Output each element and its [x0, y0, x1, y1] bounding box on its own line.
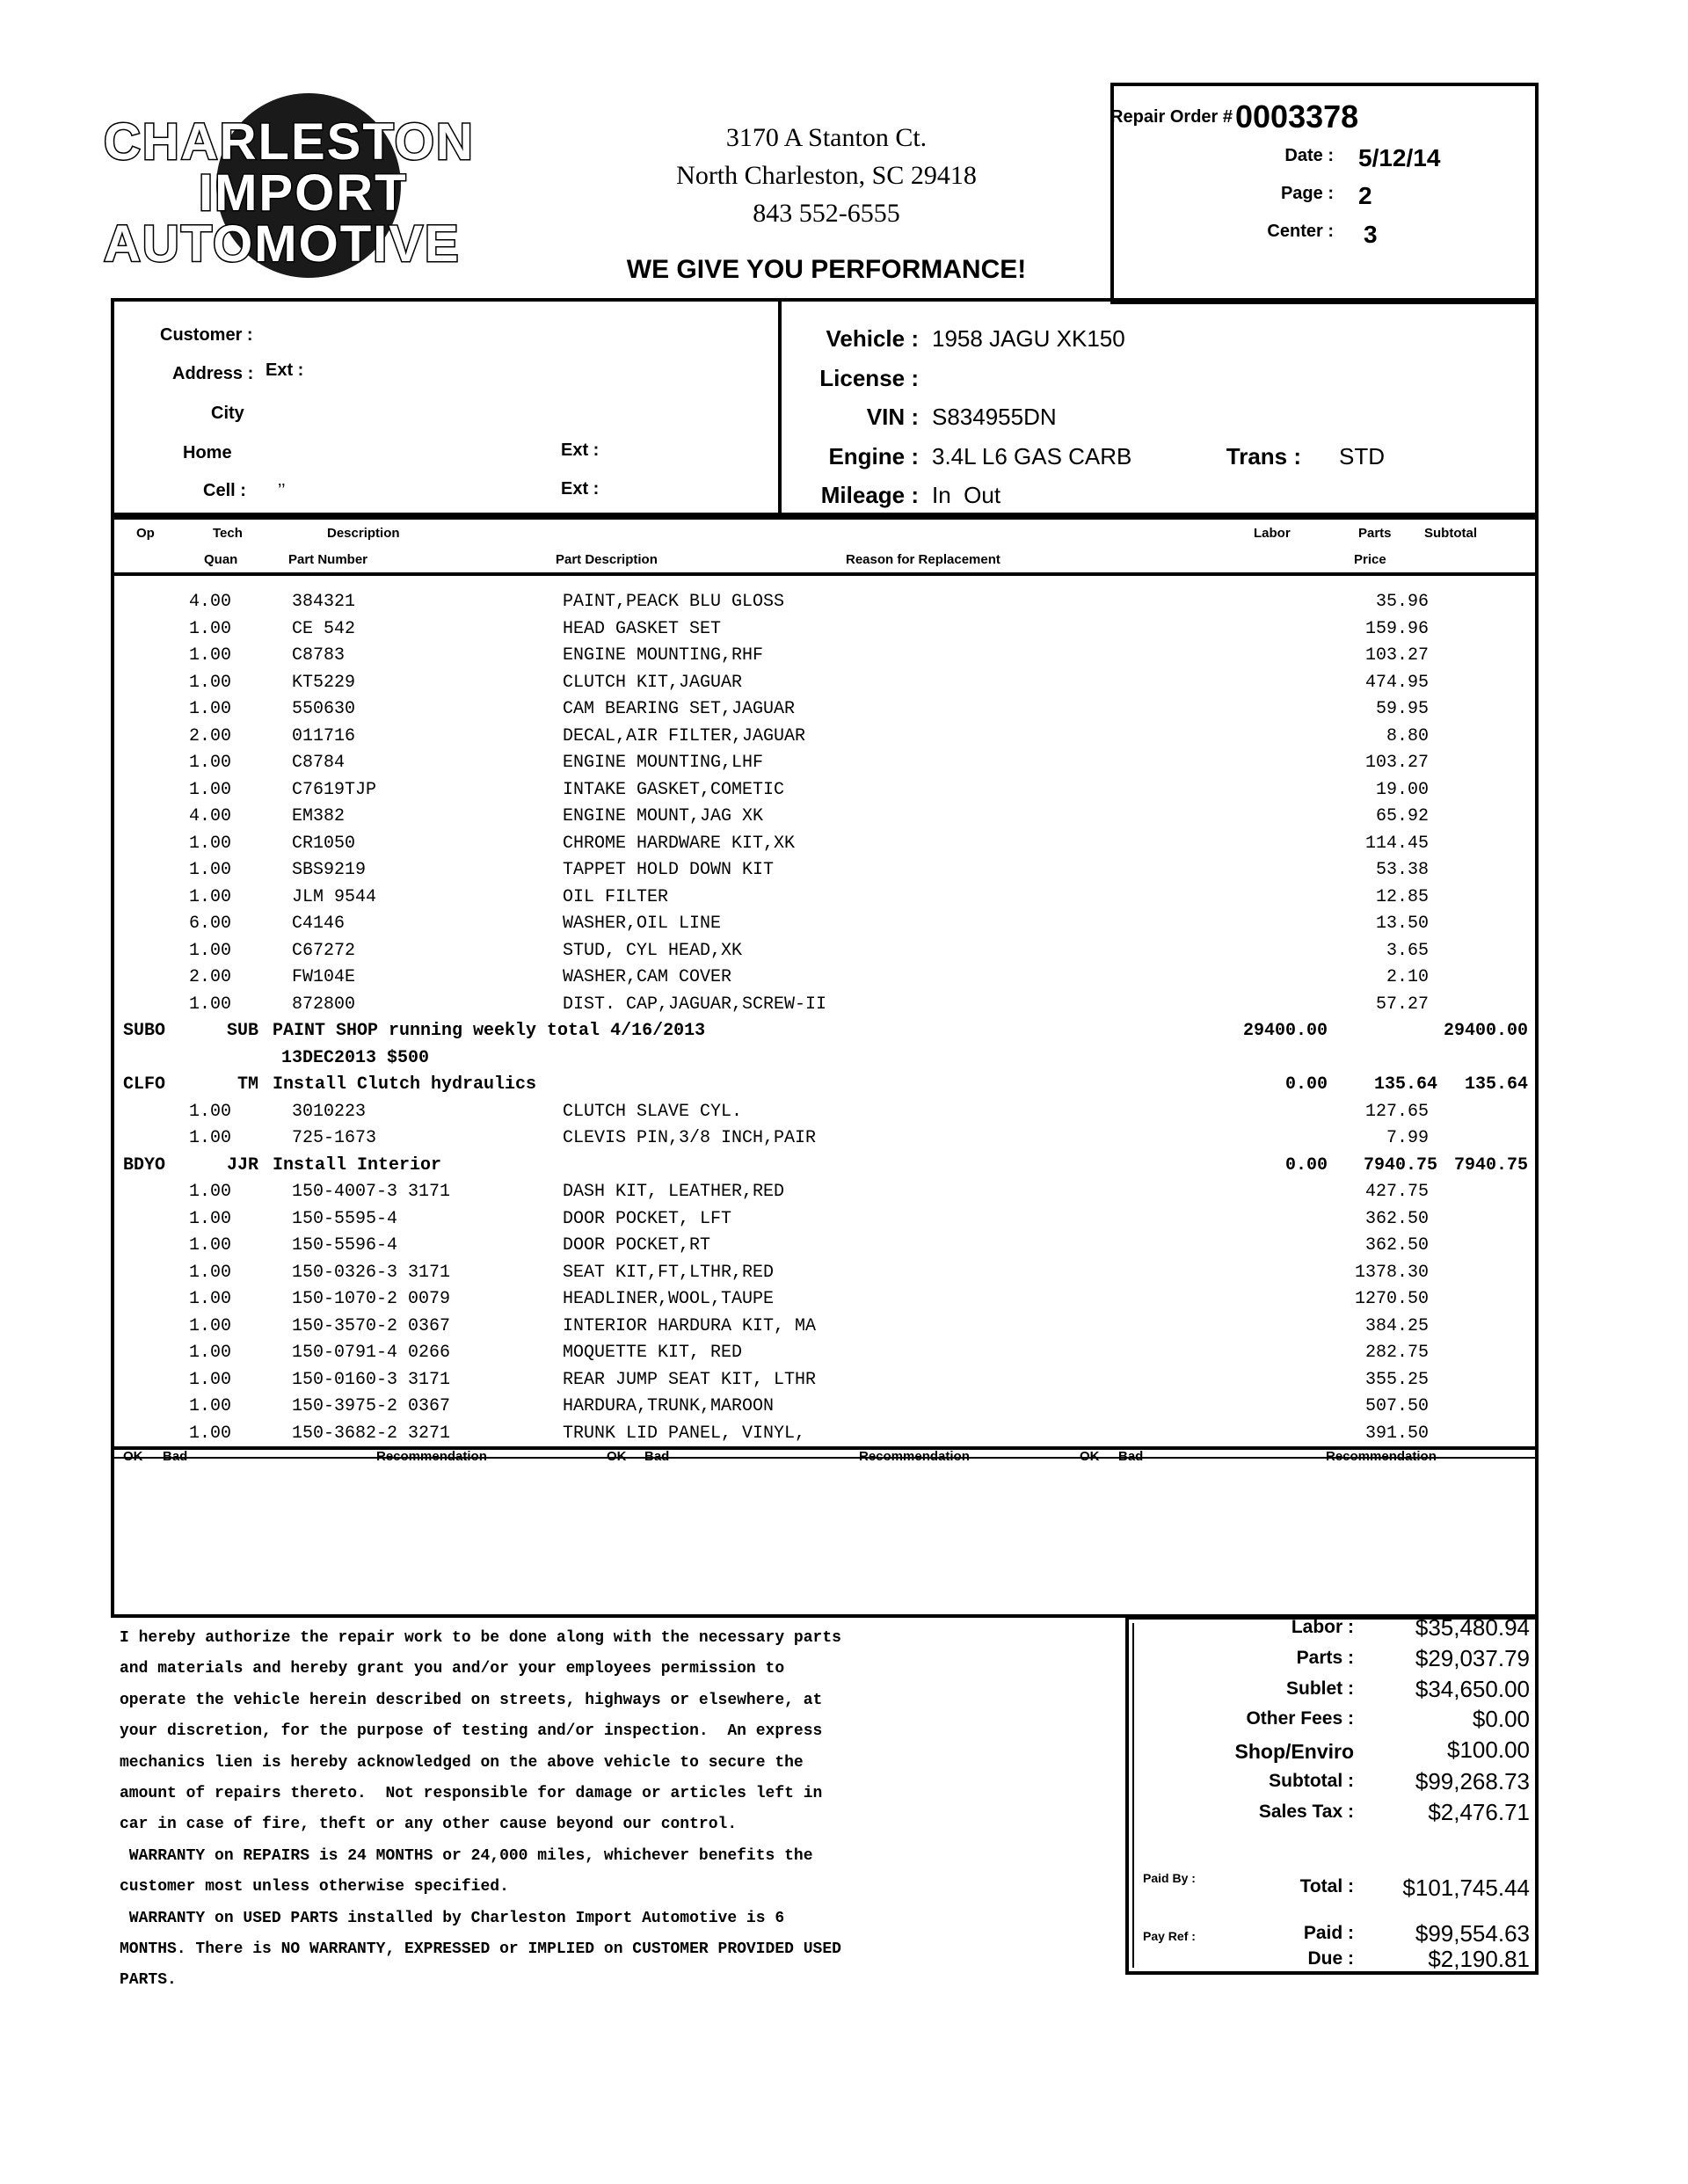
col-op: Op	[136, 526, 155, 541]
part-number: KT5229	[292, 673, 356, 693]
col-description: Description	[327, 526, 400, 541]
sales-tax-label: Sales Tax :	[1258, 1802, 1354, 1822]
part-quantity: 1.00	[189, 753, 232, 773]
part-quantity: 1.00	[189, 619, 232, 639]
part-number: 150-1070-2 0079	[292, 1289, 451, 1309]
labor-total-label: Labor :	[1291, 1617, 1354, 1637]
part-description: TAPPET HOLD DOWN KIT	[563, 860, 775, 880]
col-price: Price	[1354, 552, 1386, 567]
logo-line-1: CHARLESTON	[104, 113, 475, 171]
part-row	[0, 699, 1688, 725]
part-row	[0, 1263, 1688, 1289]
operation-title: Install Interior	[273, 1155, 442, 1176]
part-number: CE 542	[292, 619, 356, 639]
part-description: CLUTCH SLAVE CYL.	[563, 1102, 743, 1122]
part-description: HEAD GASKET SET	[563, 619, 722, 639]
part-description: OIL FILTER	[563, 887, 669, 907]
company-slogan: WE GIVE YOU PERFORMANCE!	[626, 255, 1027, 284]
date-value: 5/12/14	[1358, 144, 1441, 171]
terms-line: and materials and hereby grant you and/or your employees permission to	[120, 1660, 785, 1678]
logo-line-3: AUTOMOTIVE	[104, 215, 461, 273]
terms-line: operate the vehicle herein described on streets, highways or elsewhere, at	[120, 1691, 823, 1709]
part-number: 150-3570-2 0367	[292, 1316, 451, 1336]
terms-line: car in case of fire, theft or any other cause beyond our control.	[120, 1816, 738, 1834]
part-row	[0, 1289, 1688, 1315]
operation-note-row	[0, 1048, 1688, 1074]
part-number: JLM 9544	[292, 887, 377, 907]
part-quantity: 1.00	[189, 1235, 232, 1256]
part-row	[0, 645, 1688, 672]
page-value: 2	[1358, 182, 1372, 209]
cell-label: Cell :	[203, 481, 246, 500]
part-number: 150-5596-4	[292, 1235, 398, 1256]
trans-value: STD	[1339, 443, 1385, 470]
part-number: 011716	[292, 726, 356, 746]
part-row	[0, 914, 1688, 940]
col-parts: Parts	[1358, 526, 1392, 541]
part-row	[0, 753, 1688, 779]
part-quantity: 1.00	[189, 1396, 232, 1416]
operation-title: PAINT SHOP running weekly total 4/16/2013	[273, 1021, 706, 1041]
sublet-total-label: Sublet :	[1286, 1678, 1354, 1699]
part-number: C8783	[292, 645, 346, 666]
part-price: 103.27	[1364, 753, 1429, 773]
home-ext-label: Ext :	[561, 440, 600, 460]
subtotal-value: $99,268.73	[1415, 1768, 1530, 1795]
part-price: 282.75	[1364, 1343, 1429, 1363]
parts-total-label: Parts :	[1296, 1648, 1354, 1668]
operation-code: SUBO	[123, 1021, 166, 1041]
part-row	[0, 1235, 1688, 1262]
part-price: 391.50	[1364, 1423, 1429, 1444]
part-quantity: 1.00	[189, 1343, 232, 1363]
part-description: DECAL,AIR FILTER,JAGUAR	[563, 726, 806, 746]
column-header-divider	[113, 572, 1537, 576]
part-price: 127.65	[1364, 1102, 1429, 1122]
part-quantity: 1.00	[189, 1182, 232, 1202]
home-label: Home	[183, 443, 232, 462]
part-quantity: 2.00	[189, 726, 232, 746]
part-row	[0, 1182, 1688, 1208]
trans-label: Trans :	[1226, 443, 1301, 470]
shop-enviro-label: Shop/Enviro	[1234, 1740, 1354, 1763]
part-quantity: 1.00	[189, 645, 232, 666]
license-label: License :	[819, 365, 919, 391]
operation-subtotal: 29400.00	[1443, 1021, 1528, 1041]
part-description: CAM BEARING SET,JAGUAR	[563, 699, 796, 719]
operation-code: CLFO	[123, 1074, 166, 1095]
operation-code: BDYO	[123, 1155, 166, 1176]
part-quantity: 1.00	[189, 1316, 232, 1336]
rec-ok-2: OK	[607, 1449, 627, 1464]
part-price: 507.50	[1364, 1396, 1429, 1416]
company-logo	[104, 86, 499, 288]
part-description: SEAT KIT,FT,LTHR,RED	[563, 1263, 775, 1283]
part-number: 725-1673	[292, 1128, 377, 1148]
repair-order-label: Repair Order #	[1110, 107, 1233, 127]
rec-recommendation-1: Recommendation	[376, 1449, 487, 1464]
part-quantity: 1.00	[189, 673, 232, 693]
part-price: 427.75	[1364, 1182, 1429, 1202]
part-quantity: 1.00	[189, 1289, 232, 1309]
vin-label: VIN :	[866, 404, 919, 430]
due-label: Due :	[1307, 1948, 1354, 1969]
mileage-value: In Out	[932, 482, 1001, 508]
operation-labor: 29400.00	[1242, 1021, 1328, 1041]
address-label: Address :	[172, 364, 254, 383]
part-price: 1270.50	[1354, 1289, 1429, 1309]
operation-row	[0, 1155, 1688, 1182]
part-quantity: 6.00	[189, 914, 232, 934]
part-price: 114.45	[1364, 834, 1429, 854]
customer-label: Customer :	[160, 325, 253, 345]
part-row	[0, 1370, 1688, 1396]
cell-value: ’’	[278, 481, 286, 500]
part-description: WASHER,CAM COVER	[563, 967, 732, 987]
part-number: CR1050	[292, 834, 356, 854]
paid-value: $99,554.63	[1415, 1920, 1530, 1947]
operation-subtotal: 7940.75	[1453, 1155, 1528, 1176]
labor-total-value: $35,480.94	[1415, 1614, 1530, 1641]
part-price: 53.38	[1375, 860, 1429, 880]
part-row	[0, 1209, 1688, 1235]
sublet-total-value: $34,650.00	[1415, 1676, 1530, 1702]
part-row	[0, 1396, 1688, 1423]
vehicle-label: Vehicle :	[826, 325, 919, 352]
center-value: 3	[1364, 221, 1378, 248]
part-description: WASHER,OIL LINE	[563, 914, 722, 934]
paid-label: Paid :	[1303, 1923, 1354, 1943]
part-number: SBS9219	[292, 860, 367, 880]
part-quantity: 4.00	[189, 592, 232, 612]
sales-tax-value: $2,476.71	[1428, 1799, 1530, 1825]
part-price: 7.99	[1386, 1128, 1429, 1148]
part-price: 384.25	[1364, 1316, 1429, 1336]
part-number: 872800	[292, 994, 356, 1015]
part-price: 8.80	[1386, 726, 1429, 746]
part-description: ENGINE MOUNTING,RHF	[563, 645, 764, 666]
part-row	[0, 994, 1688, 1021]
part-price: 103.27	[1364, 645, 1429, 666]
part-row	[0, 887, 1688, 914]
center-label: Center :	[1267, 222, 1334, 241]
part-quantity: 1.00	[189, 887, 232, 907]
operation-tech: TM	[237, 1074, 259, 1095]
part-description: DIST. CAP,JAGUAR,SCREW-II	[563, 994, 827, 1015]
part-description: DOOR POCKET,RT	[563, 1235, 711, 1256]
part-quantity: 1.00	[189, 1263, 232, 1283]
part-price: 13.50	[1375, 914, 1429, 934]
rec-bad-2: Bad	[644, 1449, 670, 1464]
part-description: STUD, CYL HEAD,XK	[563, 941, 743, 961]
operation-labor: 0.00	[1284, 1155, 1328, 1176]
part-description: MOQUETTE KIT, RED	[563, 1343, 743, 1363]
recommendations-header-line	[114, 1457, 1535, 1459]
part-number: FW104E	[292, 967, 356, 987]
part-number: 150-4007-3 3171	[292, 1182, 451, 1202]
subtotal-label: Subtotal :	[1269, 1771, 1354, 1791]
part-price: 65.92	[1375, 806, 1429, 826]
due-value: $2,190.81	[1428, 1946, 1530, 1972]
part-row	[0, 860, 1688, 886]
part-quantity: 1.00	[189, 1370, 232, 1390]
engine-value: 3.4L L6 GAS CARB	[932, 443, 1132, 470]
part-description: DASH KIT, LEATHER,RED	[563, 1182, 785, 1202]
pay-ref-label: Pay Ref :	[1143, 1929, 1196, 1943]
part-price: 362.50	[1364, 1209, 1429, 1229]
logo-line-2: IMPORT	[199, 164, 408, 222]
operation-subtotal: 135.64	[1464, 1074, 1528, 1095]
part-price: 12.85	[1375, 887, 1429, 907]
rec-ok-3: OK	[1080, 1449, 1100, 1464]
part-number: EM382	[292, 806, 346, 826]
col-labor: Labor	[1254, 526, 1291, 541]
part-row	[0, 1128, 1688, 1154]
part-quantity: 1.00	[189, 699, 232, 719]
part-description: HARDURA,TRUNK,MAROON	[563, 1396, 775, 1416]
part-quantity: 1.00	[189, 1209, 232, 1229]
part-description: TRUNK LID PANEL, VINYL,	[563, 1423, 806, 1444]
terms-line: your discretion, for the purpose of testing and/or inspection. An express	[120, 1722, 823, 1741]
part-price: 19.00	[1375, 780, 1429, 800]
part-number: 150-0326-3 3171	[292, 1263, 451, 1283]
col-reason: Reason for Replacement	[846, 552, 1000, 567]
part-price: 35.96	[1375, 592, 1429, 612]
part-number: 150-0791-4 0266	[292, 1343, 451, 1363]
other-fees-label: Other Fees :	[1246, 1708, 1354, 1729]
part-description: INTAKE GASKET,COMETIC	[563, 780, 785, 800]
part-row	[0, 726, 1688, 753]
part-number: C8784	[292, 753, 346, 773]
part-description: ENGINE MOUNTING,LHF	[563, 753, 764, 773]
part-description: REAR JUMP SEAT KIT, LTHR	[563, 1370, 817, 1390]
date-label: Date :	[1284, 146, 1334, 165]
part-row	[0, 619, 1688, 645]
part-quantity: 1.00	[189, 834, 232, 854]
operation-row	[0, 1021, 1688, 1047]
part-row	[0, 592, 1688, 618]
terms-line: mechanics lien is hereby acknowledged on the above vehicle to secure the	[120, 1753, 804, 1772]
part-number: 384321	[292, 592, 356, 612]
part-quantity: 1.00	[189, 1128, 232, 1148]
part-quantity: 1.00	[189, 860, 232, 880]
col-part-number: Part Number	[288, 552, 368, 567]
part-row	[0, 1316, 1688, 1343]
part-quantity: 1.00	[189, 994, 232, 1015]
terms-line: PARTS.	[120, 1971, 177, 1990]
part-number: C67272	[292, 941, 356, 961]
company-address-line2: North Charleston, SC 29418	[676, 161, 977, 190]
terms-line: WARRANTY on REPAIRS is 24 MONTHS or 24,000 miles, whichever benefits the	[120, 1846, 813, 1865]
repair-order-number: 0003378	[1235, 98, 1359, 135]
col-quan: Quan	[204, 552, 238, 567]
part-number: 150-5595-4	[292, 1209, 398, 1229]
part-quantity: 2.00	[189, 967, 232, 987]
terms-line: amount of repairs thereto. Not responsible for damage or articles left in	[120, 1785, 823, 1803]
terms-line: I hereby authorize the repair work to be done along with the necessary parts	[120, 1629, 841, 1647]
company-phone: 843 552-6555	[753, 199, 900, 228]
terms-line: customer most unless otherwise specified.	[120, 1878, 509, 1896]
part-price: 355.25	[1364, 1370, 1429, 1390]
part-price: 362.50	[1364, 1235, 1429, 1256]
cell-ext-label: Ext :	[561, 479, 600, 499]
part-quantity: 1.00	[189, 1102, 232, 1122]
part-description: INTERIOR HARDURA KIT, MA	[563, 1316, 817, 1336]
col-part-description: Part Description	[556, 552, 658, 567]
part-description: HEADLINER,WOOL,TAUPE	[563, 1289, 775, 1309]
engine-label: Engine :	[828, 443, 919, 470]
operation-row	[0, 1074, 1688, 1101]
part-price: 59.95	[1375, 699, 1429, 719]
part-price: 1378.30	[1354, 1263, 1429, 1283]
vin-value: S834955DN	[932, 404, 1057, 430]
rec-ok-1: OK	[123, 1449, 143, 1464]
terms-line: WARRANTY on USED PARTS installed by Charleston Import Automotive is 6	[120, 1909, 785, 1927]
address-ext-label: Ext :	[266, 360, 304, 380]
terms-line: MONTHS. There is NO WARRANTY, EXPRESSED or IMPLIED on CUSTOMER PROVIDED USED	[120, 1940, 841, 1959]
mileage-label: Mileage :	[820, 482, 919, 508]
part-row	[0, 941, 1688, 967]
other-fees-value: $0.00	[1472, 1706, 1530, 1732]
parts-total-value: $29,037.79	[1415, 1645, 1530, 1671]
city-label: City	[211, 404, 244, 423]
shop-enviro-value: $100.00	[1447, 1736, 1530, 1763]
part-number: 550630	[292, 699, 356, 719]
part-quantity: 1.00	[189, 1423, 232, 1444]
col-subtotal: Subtotal	[1424, 526, 1477, 541]
part-price: 159.96	[1364, 619, 1429, 639]
part-row	[0, 834, 1688, 860]
rec-recommendation-3: Recommendation	[1326, 1449, 1437, 1464]
terms-text	[120, 1623, 1087, 1997]
part-quantity: 1.00	[189, 780, 232, 800]
recommendations-box	[111, 1446, 1539, 1618]
part-price: 474.95	[1364, 673, 1429, 693]
part-row	[0, 673, 1688, 699]
rec-bad-1: Bad	[163, 1449, 188, 1464]
part-price: 57.27	[1375, 994, 1429, 1015]
part-row	[0, 780, 1688, 806]
part-number: C4146	[292, 914, 346, 934]
part-row	[0, 806, 1688, 833]
part-price: 3.65	[1386, 941, 1429, 961]
part-description: DOOR POCKET, LFT	[563, 1209, 732, 1229]
operation-tech: SUB	[227, 1021, 259, 1041]
part-number: 150-3975-2 0367	[292, 1396, 451, 1416]
operation-labor: 0.00	[1284, 1074, 1328, 1095]
col-tech: Tech	[213, 526, 243, 541]
totals-inner-line	[1132, 1623, 1134, 1968]
part-quantity: 4.00	[189, 806, 232, 826]
grand-total-value: $101,745.44	[1402, 1875, 1530, 1901]
part-number: 150-3682-2 3271	[292, 1423, 451, 1444]
part-description: CLUTCH KIT,JAGUAR	[563, 673, 743, 693]
vehicle-value: 1958 JAGU XK150	[932, 325, 1125, 352]
rec-recommendation-2: Recommendation	[859, 1449, 970, 1464]
part-description: CHROME HARDWARE KIT,XK	[563, 834, 796, 854]
operation-note: 13DEC2013 $500	[281, 1048, 430, 1068]
part-description: CLEVIS PIN,3/8 INCH,PAIR	[563, 1128, 817, 1148]
part-description: PAINT,PEACK BLU GLOSS	[563, 592, 785, 612]
part-row	[0, 1343, 1688, 1369]
part-row	[0, 1102, 1688, 1128]
company-address-line1: 3170 A Stanton Ct.	[725, 123, 928, 152]
paid-by-label: Paid By :	[1143, 1871, 1196, 1885]
part-number: 150-0160-3 3171	[292, 1370, 451, 1390]
part-row	[0, 967, 1688, 994]
operation-parts: 7940.75	[1363, 1155, 1437, 1176]
part-quantity: 1.00	[189, 941, 232, 961]
rec-bad-3: Bad	[1118, 1449, 1144, 1464]
part-description: ENGINE MOUNT,JAG XK	[563, 806, 764, 826]
part-number: 3010223	[292, 1102, 367, 1122]
part-number: C7619TJP	[292, 780, 377, 800]
part-price: 2.10	[1386, 967, 1429, 987]
operation-parts: 135.64	[1373, 1074, 1437, 1095]
page-label: Page :	[1280, 184, 1334, 203]
operation-tech: JJR	[227, 1155, 259, 1176]
grand-total-label: Total :	[1299, 1876, 1354, 1896]
operation-title: Install Clutch hydraulics	[273, 1074, 537, 1095]
